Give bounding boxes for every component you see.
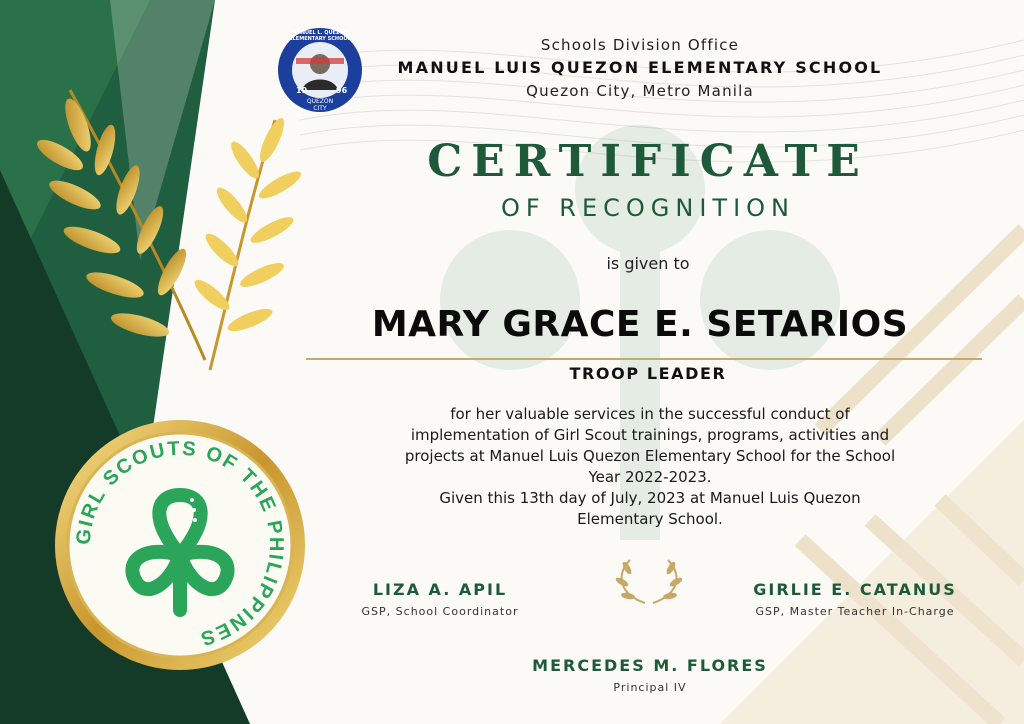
signatory-left-name: LIZA A. APIL (372, 580, 508, 599)
signatory-bottom-name: MERCEDES M. FLORES (532, 656, 768, 675)
body-line: Given this 13th day of July, 2023 at Manuel Luis Quezon (439, 489, 861, 507)
office-name: Schools Division Office (540, 36, 740, 54)
seal-ring-text: MANUEL L. QUEZON ELEMENTARY SCHOOL (289, 30, 351, 42)
body-line: Year 2022-2023. (588, 468, 712, 486)
body-line: for her valuable services in the successful conduct of (450, 405, 850, 423)
signatory-bottom-title: Principal IV (613, 681, 687, 694)
signatory-left-title: GSP, School Coordinator (361, 605, 519, 618)
signatory-right-name: GIRLIE E. CATANUS (753, 580, 957, 599)
certificate-body (300, 404, 1000, 530)
body-line: Elementary School. (577, 510, 723, 528)
school-name: MANUEL LUIS QUEZON ELEMENTARY SCHOOL (397, 58, 883, 77)
body-line: implementation of Girl Scout trainings, programs, activities and (410, 426, 890, 444)
certificate-title: CERTIFICATE (427, 136, 869, 187)
name-underline (306, 358, 982, 360)
body-line: projects at Manuel Luis Quezon Elementary School for the School (404, 447, 896, 465)
girl-scouts-badge (55, 420, 305, 670)
seal-year-left: 19 (296, 86, 308, 95)
certificate-subtitle: OF RECOGNITION (500, 194, 796, 222)
signatory-right-title: GSP, Master Teacher In-Charge (755, 605, 955, 618)
seal-city: QUEZON CITY (306, 98, 334, 112)
given-to-label: is given to (606, 254, 690, 273)
recipient-name: MARY GRACE E. SETARIOS (371, 304, 909, 345)
badge-ring-text: GIRL SCOUTS OF THE PHILIPPINES (72, 437, 288, 650)
seal-year-right: 96 (336, 86, 348, 95)
school-location: Quezon City, Metro Manila (526, 82, 754, 100)
recipient-role: TROOP LEADER (569, 364, 727, 383)
